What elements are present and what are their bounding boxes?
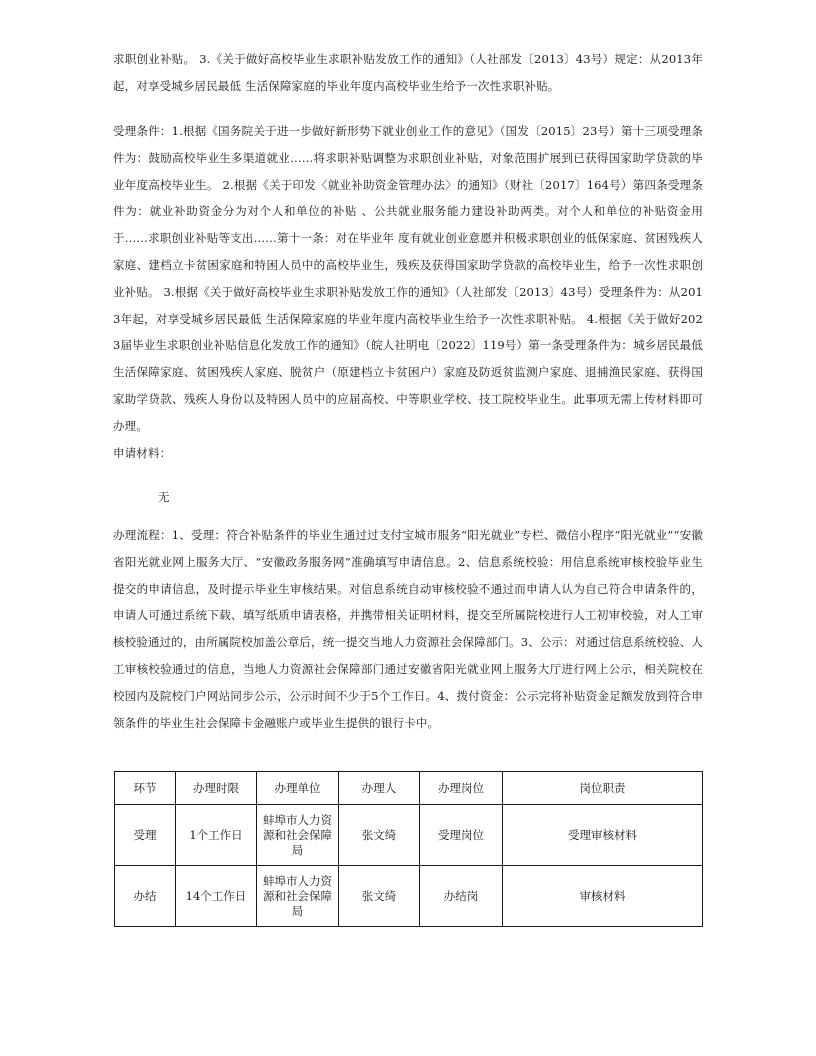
table-cell: 受理 [115, 805, 176, 866]
paragraph-basis-continuation: 求职创业补贴。 3.《关于做好高校毕业生求职补贴发放工作的通知》（人社部发〔2013〕43号）规定：从2013年起，对享受城乡居民最低 生活保障家庭的毕业年度内高校毕业生给予一次性求职补贴。 [113, 52, 703, 93]
table-cell: 办结 [115, 866, 176, 927]
table-cell: 1个工作日 [176, 805, 257, 866]
table-cell: 受理岗位 [420, 805, 503, 866]
table-cell: 审核材料 [503, 866, 703, 927]
process-table [114, 771, 703, 927]
table-cell: 张文绮 [339, 805, 420, 866]
table-row [115, 866, 703, 927]
table-cell: 14个工作日 [176, 866, 257, 927]
table-row [115, 805, 703, 866]
table-cell: 蚌埠市人力资源和社会保障局 [257, 866, 339, 927]
table-header-cell: 岗位职责 [503, 772, 703, 805]
table-header-cell: 办理时限 [176, 772, 257, 805]
table-cell: 受理审核材料 [503, 805, 703, 866]
table-cell: 张文绮 [339, 866, 420, 927]
paragraph-acceptance-conditions: 受理条件：1.根据《国务院关于进一步做好新形势下就业创业工作的意见》（国发〔2015〕23号）第十三项受理条件为：鼓励高校毕业生多渠道就业……将求职补贴调整为求职创业补贴，对象范围扩展到已获得国家助学贷款的毕业年度高校毕业生。 2.根据《关于印发〈就业补助资金管理办法〉的通知》（财社〔2017〕164号）第四条受理条件为：就业补助资金分为对个人和单位的补贴 、公共就业服务能力建设补助两类。对个人和单位的补贴资金用于……求职创业补贴等支出……第十一条：对在毕业年 度有就业创业意愿并积极求职创业的低保家庭、贫困残疾人家庭、建档立卡贫困家庭和特困人员中的高校毕业生，残疾及获得国家助学贷款的高校毕业生，给予一次性求职创业补贴。 3.根据《关于做好高校毕业生求职补贴发放工作的通知》（人社部发〔2013〕43号）受理条件为：从2013年起，对享受城乡居民最低 生活保障家庭的毕业年度内高校毕业生给予一次性求职补贴。 4.根据《关于做好2023届毕业生求职创业补贴信息化发放工作的通知》（皖人社明电〔2022〕119号）第一条受理条件为：城乡居民最低生活保障家庭、贫困残疾人家庭、脱贫户（原建档立卡贫困户）家庭及防返贫监测户家庭、退捕渔民家庭、获得国家助学贷款、残疾人身份以及特困人员中的应届高校、中等职业学校、技工院校毕业生。此事项无需上传材料即可办理。 [113, 124, 703, 433]
table-cell: 蚌埠市人力资源和社会保障局 [257, 805, 339, 866]
table-header-cell: 办理单位 [257, 772, 339, 805]
table-cell: 办结岗 [420, 866, 503, 927]
table-header-cell: 环节 [115, 772, 176, 805]
table-header-cell: 办理岗位 [420, 772, 503, 805]
paragraph-process: 办理流程：1、受理：符合补贴条件的毕业生通过过支付宝城市服务“阳光就业”专栏、微信小程序“阳光就业”“安徽省阳光就业网上服务大厅、“安徽政务服务网”准确填写申请信息。2、信息系统校验：用信息系统审核校验毕业生提交的申请信息，及时提示毕业生审核结果。对信息系统自动审核校验不通过而申请人认为自己符合申请条件的，申请人可通过系统下载、填写纸质申请表格，并携带相关证明材料，提交至所属院校进行人工初审校验，对人工审核校验通过的，由所属院校加盖公章后，统一提交当地人力资源社会保障部门。3、公示：对通过信息系统校验、人工审核校验通过的信息，当地人力资源社会保障部门通过安徽省阳光就业网上服务大厅进行网上公示，相关院校在校园内及院校门户网站同步公示，公示时间不少于5个工作日。4、拨付资金：公示完将补贴资金足额发放到符合申领条件的毕业生社会保障卡金融账户或毕业生提供的银行卡中。 [113, 528, 703, 730]
table-header-row [115, 772, 703, 805]
table-header-cell: 办理人 [339, 772, 420, 805]
materials-label: 申请材料： [113, 446, 172, 460]
materials-value: 无 [158, 490, 170, 504]
